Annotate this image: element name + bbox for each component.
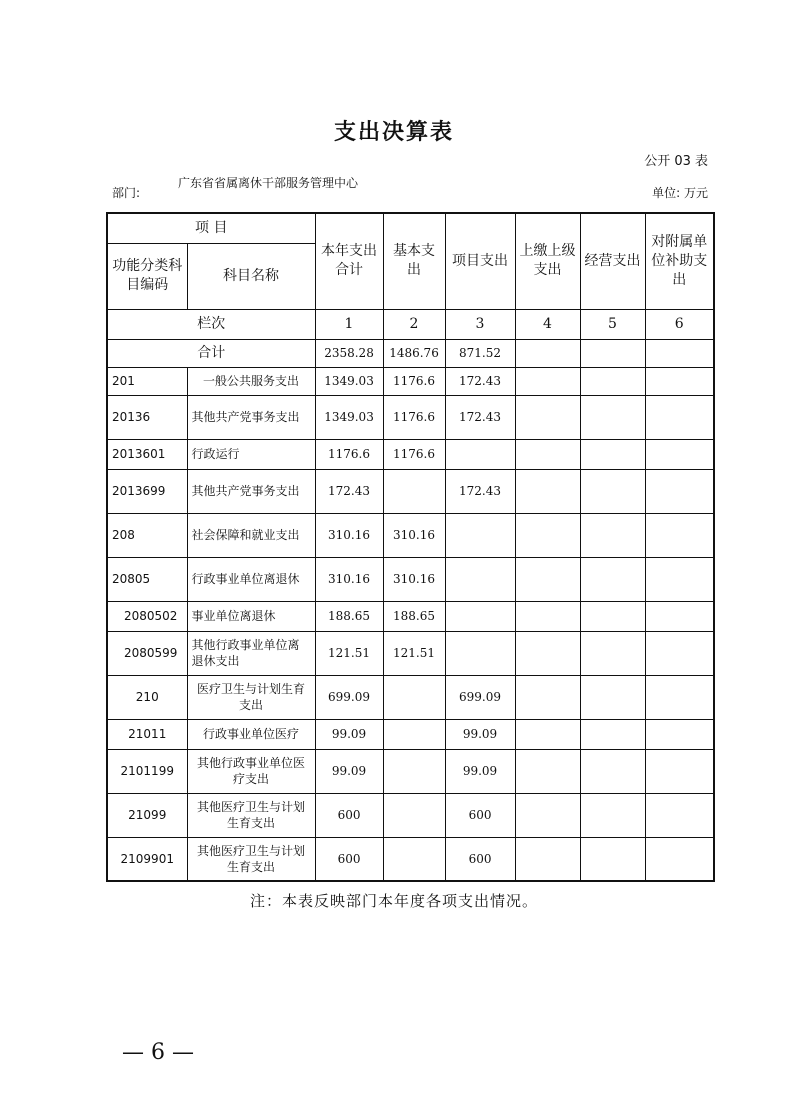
row-value xyxy=(580,675,645,719)
row-name: 其他共产党事务支出 xyxy=(187,469,315,513)
row-value xyxy=(515,631,580,675)
table-row xyxy=(107,557,714,601)
row-value xyxy=(580,749,645,793)
row-value xyxy=(645,631,714,675)
row-value xyxy=(580,837,645,881)
row-value xyxy=(515,557,580,601)
row-value: 1176.6 xyxy=(383,395,445,439)
row-name: 事业单位离退休 xyxy=(187,601,315,631)
row-code: 2013601 xyxy=(107,439,187,469)
row-value: 699.09 xyxy=(445,675,515,719)
header-col4: 上缴上级支出 xyxy=(515,213,580,309)
row-value xyxy=(645,395,714,439)
department-name: 广东省省属离休干部服务管理中心 xyxy=(178,176,359,190)
header-col2: 基本支出 xyxy=(383,213,445,309)
row-value: 600 xyxy=(445,837,515,881)
row-value xyxy=(645,557,714,601)
row-value xyxy=(580,557,645,601)
row-name: 其他医疗卫生与计划生育支出 xyxy=(187,837,315,881)
row-name: 行政运行 xyxy=(187,439,315,469)
column-number-label: 栏次 xyxy=(107,309,315,339)
total-value: 871.52 xyxy=(445,339,515,367)
row-code: 2080502 xyxy=(107,601,187,631)
table-row xyxy=(107,749,714,793)
row-value xyxy=(580,513,645,557)
row-value xyxy=(645,513,714,557)
row-value xyxy=(580,793,645,837)
column-number: 3 xyxy=(445,309,515,339)
form-number: 公开 03 表 xyxy=(644,154,708,169)
row-code: 2013699 xyxy=(107,469,187,513)
row-name: 其他行政事业单位医疗支出 xyxy=(187,749,315,793)
column-number: 4 xyxy=(515,309,580,339)
table-row xyxy=(107,469,714,513)
table-row xyxy=(107,367,714,395)
row-name: 行政事业单位离退休 xyxy=(187,557,315,601)
unit-label: 单位: 万元 xyxy=(652,186,708,200)
row-value: 310.16 xyxy=(383,513,445,557)
total-value: 2358.28 xyxy=(315,339,383,367)
row-value xyxy=(645,367,714,395)
row-value xyxy=(645,719,714,749)
row-value: 310.16 xyxy=(315,557,383,601)
total-value xyxy=(515,339,580,367)
row-value xyxy=(645,793,714,837)
row-value xyxy=(580,601,645,631)
expenditure-table xyxy=(106,212,715,882)
row-value: 99.09 xyxy=(315,749,383,793)
row-value: 99.09 xyxy=(445,719,515,749)
row-name: 行政事业单位医疗 xyxy=(187,719,315,749)
row-value xyxy=(383,837,445,881)
row-value xyxy=(580,439,645,469)
row-name: 其他医疗卫生与计划生育支出 xyxy=(187,793,315,837)
table-row xyxy=(107,395,714,439)
row-value xyxy=(580,469,645,513)
row-value xyxy=(445,557,515,601)
row-value xyxy=(445,631,515,675)
total-value xyxy=(580,339,645,367)
row-value: 1349.03 xyxy=(315,367,383,395)
header-col3: 项目支出 xyxy=(445,213,515,309)
row-value xyxy=(645,837,714,881)
row-value: 310.16 xyxy=(383,557,445,601)
row-name: 其他行政事业单位离退休支出 xyxy=(187,631,315,675)
table-row xyxy=(107,719,714,749)
department-label: 部门: xyxy=(112,186,141,200)
row-value xyxy=(383,469,445,513)
row-value xyxy=(383,749,445,793)
row-value xyxy=(515,719,580,749)
row-code: 2080599 xyxy=(107,631,187,675)
row-value: 1176.6 xyxy=(315,439,383,469)
row-value xyxy=(580,367,645,395)
row-value: 172.43 xyxy=(315,469,383,513)
row-value xyxy=(445,601,515,631)
table-row xyxy=(107,601,714,631)
header-col5: 经营支出 xyxy=(580,213,645,309)
row-code: 20136 xyxy=(107,395,187,439)
row-value: 99.09 xyxy=(445,749,515,793)
row-value: 600 xyxy=(445,793,515,837)
row-value: 310.16 xyxy=(315,513,383,557)
table-row xyxy=(107,675,714,719)
column-number-row xyxy=(107,309,714,339)
row-value: 121.51 xyxy=(315,631,383,675)
row-value: 172.43 xyxy=(445,469,515,513)
row-name: 一般公共服务支出 xyxy=(187,367,315,395)
total-value: 1486.76 xyxy=(383,339,445,367)
row-code: 2109901 xyxy=(107,837,187,881)
row-value: 99.09 xyxy=(315,719,383,749)
row-value xyxy=(515,395,580,439)
row-value: 1176.6 xyxy=(383,367,445,395)
row-name: 其他共产党事务支出 xyxy=(187,395,315,439)
row-value: 600 xyxy=(315,837,383,881)
row-value xyxy=(515,837,580,881)
row-code: 21011 xyxy=(107,719,187,749)
row-value xyxy=(515,439,580,469)
header-code: 功能分类科目编码 xyxy=(107,243,187,309)
row-value xyxy=(515,469,580,513)
row-value: 188.65 xyxy=(383,601,445,631)
row-code: 21099 xyxy=(107,793,187,837)
column-number: 2 xyxy=(383,309,445,339)
row-value: 188.65 xyxy=(315,601,383,631)
row-value: 172.43 xyxy=(445,367,515,395)
row-value xyxy=(515,601,580,631)
total-label: 合计 xyxy=(107,339,315,367)
row-value xyxy=(645,469,714,513)
row-value xyxy=(383,675,445,719)
row-value xyxy=(515,749,580,793)
row-value xyxy=(645,601,714,631)
column-number: 5 xyxy=(580,309,645,339)
row-value xyxy=(445,513,515,557)
header-col1: 本年支出合计 xyxy=(315,213,383,309)
column-number: 6 xyxy=(645,309,714,339)
row-value xyxy=(580,395,645,439)
row-value xyxy=(645,749,714,793)
row-value: 699.09 xyxy=(315,675,383,719)
row-value: 172.43 xyxy=(445,395,515,439)
row-code: 201 xyxy=(107,367,187,395)
row-code: 210 xyxy=(107,675,187,719)
page-title: 支出决算表 xyxy=(333,120,454,145)
row-code: 2101199 xyxy=(107,749,187,793)
header-name: 科目名称 xyxy=(187,243,315,309)
header-item: 项 目 xyxy=(107,213,315,243)
row-value: 1176.6 xyxy=(383,439,445,469)
total-row xyxy=(107,339,714,367)
row-value xyxy=(383,719,445,749)
table-row xyxy=(107,837,714,881)
row-value xyxy=(383,793,445,837)
column-number: 1 xyxy=(315,309,383,339)
page-number: — 6 — xyxy=(122,1040,194,1065)
table-row xyxy=(107,513,714,557)
row-code: 20805 xyxy=(107,557,187,601)
row-name: 社会保障和就业支出 xyxy=(187,513,315,557)
table-row xyxy=(107,439,714,469)
row-value xyxy=(645,439,714,469)
row-value xyxy=(515,367,580,395)
row-value: 600 xyxy=(315,793,383,837)
row-value xyxy=(645,675,714,719)
row-value xyxy=(515,675,580,719)
row-value: 1349.03 xyxy=(315,395,383,439)
table-note: 注：本表反映部门本年度各项支出情况。 xyxy=(249,892,538,910)
row-value xyxy=(445,439,515,469)
header-col6: 对附属单位补助支出 xyxy=(645,213,714,309)
row-value xyxy=(515,513,580,557)
row-code: 208 xyxy=(107,513,187,557)
row-value xyxy=(580,631,645,675)
row-value xyxy=(515,793,580,837)
table-row xyxy=(107,631,714,675)
row-name: 医疗卫生与计划生育支出 xyxy=(187,675,315,719)
row-value xyxy=(580,719,645,749)
row-value: 121.51 xyxy=(383,631,445,675)
total-value xyxy=(645,339,714,367)
table-row xyxy=(107,793,714,837)
